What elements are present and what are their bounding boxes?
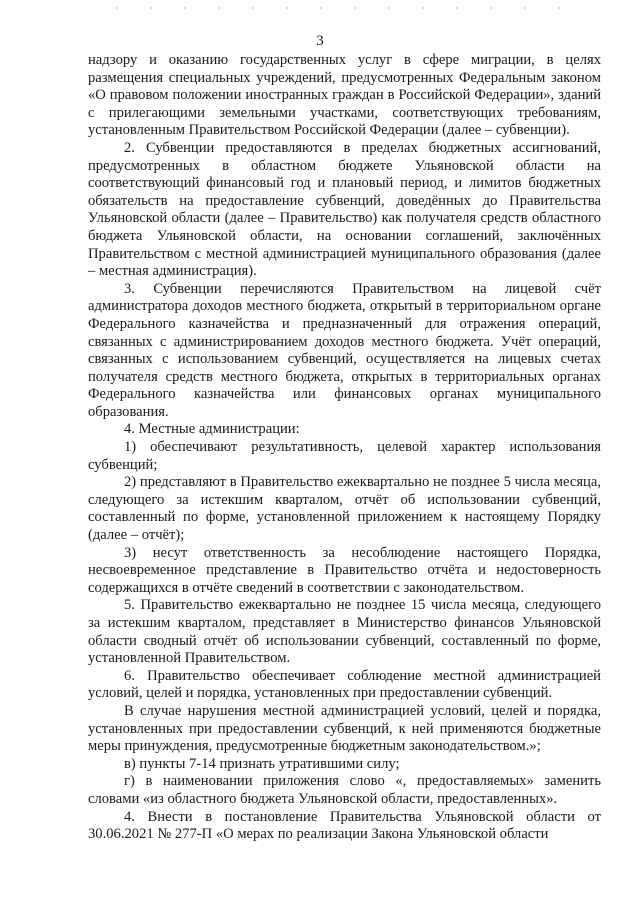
paragraph-4-amend: 4. Внести в постановление Правительства Ульяновской области от 30.06.2021 № 277-П «О мерах по реализации Закона Ульяновской области [88, 808, 601, 843]
paragraph-4-item-2: 2) представляют в Правительство ежеквартально не позднее 5 числа месяца, следующего за истекшим кварталом, отчёт об использовании субвенций, составленный по форме, установленной приложением к настоящему Порядку (далее – отчёт); [88, 474, 601, 544]
paragraph-4-item-1: 1) обеспечивают результативность, целевой характер использования субвенций; [88, 439, 601, 473]
paragraph-6: 6. Правительство обеспечивает соблюдение местной администрацией условий, целей и порядка, установленных при предоставлении субвенций. [88, 667, 601, 702]
subitem-g: г) в наименовании приложения слово «, предоставляемых» заменить словами «из областного бюджета Ульяновской области, предоставленных». [88, 773, 601, 807]
paragraph-3: 3. Субвенции перечисляются Правительством на лицевой счёт администратора доходов местного бюджета, открытый в территориальном органе Федерального казначейства и предназначенный для отражения операций, связанных с администрированием доходов местного бюджета. Учёт операций, связанных с использованием субвенций, осуществляется на лицевых счетах получателя средств местного бюджета, открытых в территориальных органах Федерального казначейства или финансовых органах муниципального образования. [88, 280, 601, 420]
paragraph-continuation: надзору и оказанию государственных услуг в сфере миграции, в целях размещения специальных учреждений, предусмотренных Федеральным законом «О правовом положении иностранных граждан в Российской Федерации», зданий с прилегающими земельными участками, соответствующих требованиям, установленным Правительством Российской Федерации (далее – субвенции). [88, 52, 601, 139]
document-body [88, 52, 601, 844]
page-number: 3 [316, 33, 324, 49]
paragraph-4-item-3: 3) несут ответственность за несоблюдение настоящего Порядка, несвоевременное представление в Правительство отчёта и недостоверность содержащихся в отчёте сведений в соответствии с законодательством. [88, 544, 601, 596]
paragraph-4-heading: 4. Местные администрации: [124, 421, 300, 438]
scan-artifact-dots [100, 6, 580, 10]
subitem-v: в) пункты 7-14 признать утратившими силу; [124, 755, 400, 772]
paragraph-6-violations: В случае нарушения местной администрацией условий, целей и порядка, установленных при предоставлении субвенций, к ней применяются бюджетные меры принуждения, предусмотренные бюджетным законодательством.»; [88, 702, 601, 755]
paragraph-5: 5. Правительство ежеквартально не позднее 15 числа месяца, следующего за истекшим кварталом, представляет в Министерство финансов Ульяновской области сводный отчёт об использовании субвенций, составленный по форме, установленной Правительством. [88, 597, 601, 667]
paragraph-2: 2. Субвенции предоставляются в пределах бюджетных ассигнований, предусмотренных в областном бюджете Ульяновской области на соответствующий финансовый год и плановый период, и лимитов бюджетных обязательств на предоставление субвенций, доведённых до Правительства Ульяновской области (далее – Правительство) как получателя средств областного бюджета Ульяновской области, на основании соглашений, заключённых Правительством с местной администрацией муниципального образования (далее – местная администрация). [88, 139, 601, 280]
